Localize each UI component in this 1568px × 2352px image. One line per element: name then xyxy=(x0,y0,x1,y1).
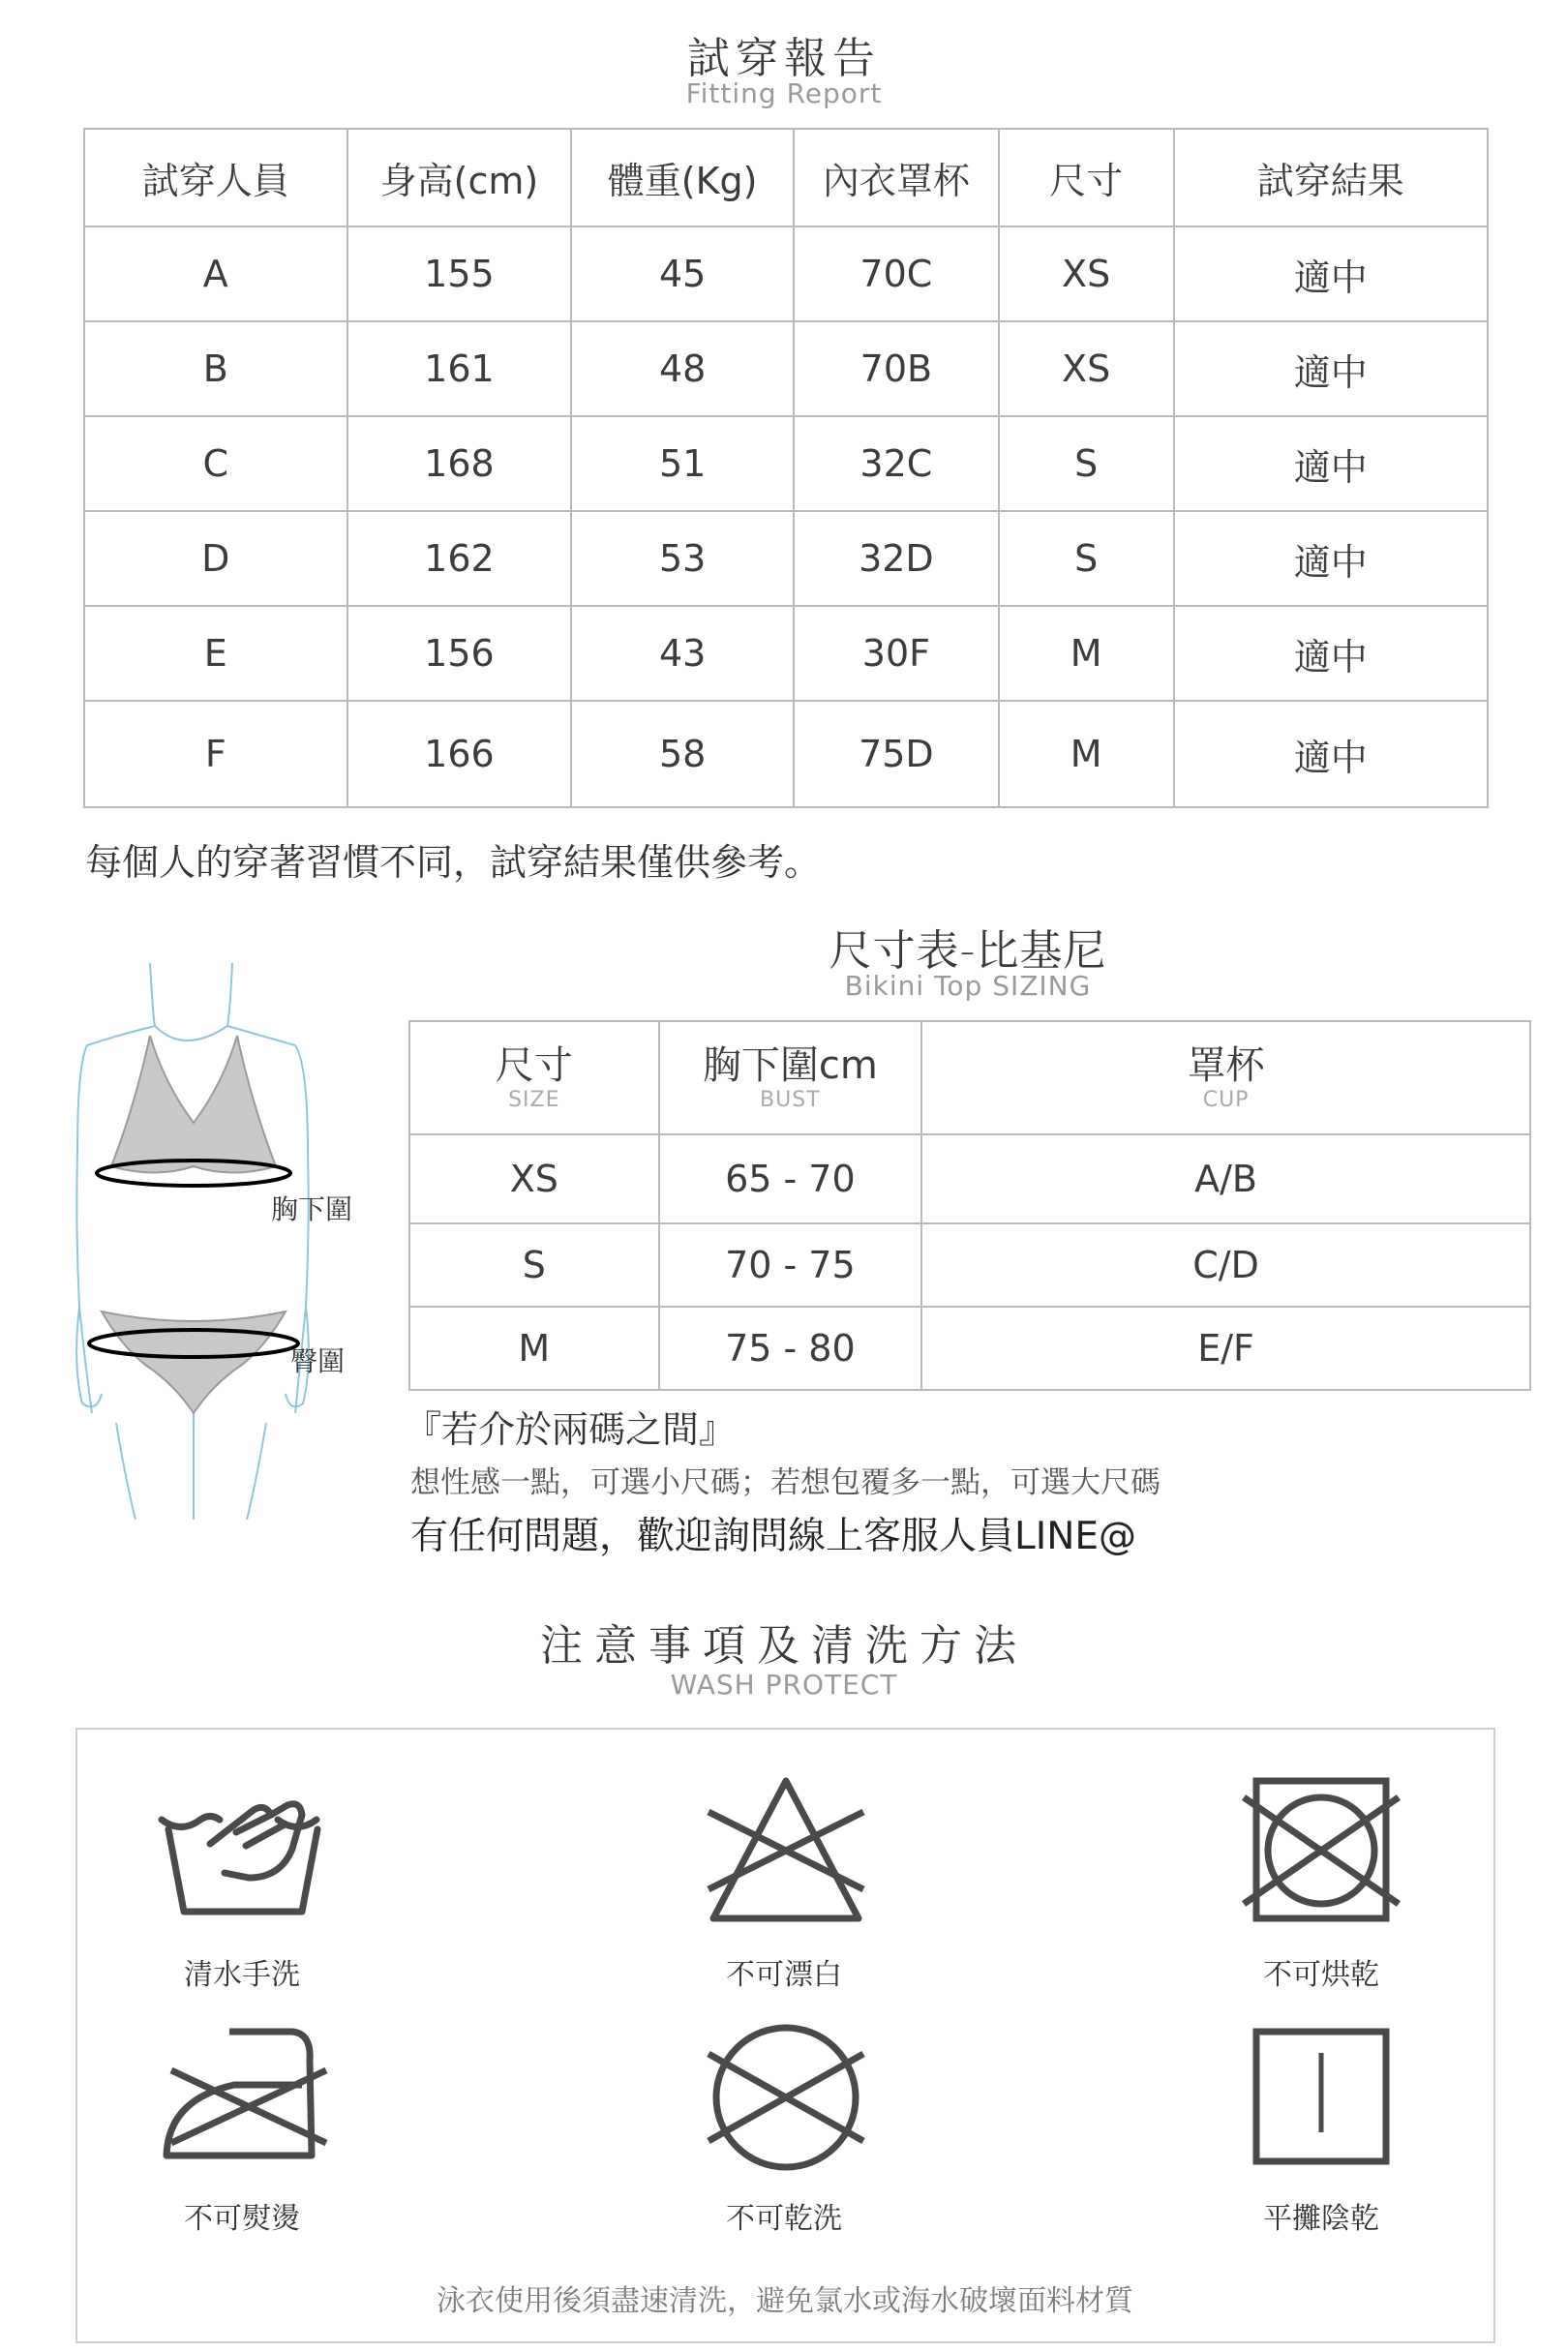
table-row xyxy=(84,226,1488,321)
table-cell: 162 xyxy=(347,511,572,606)
table-cell: 適中 xyxy=(1174,226,1489,321)
table-cell: 168 xyxy=(347,416,572,511)
table-cell: 45 xyxy=(571,226,794,321)
no-bleach-icon xyxy=(699,1773,873,1928)
table-cell: A xyxy=(84,226,347,321)
body-figure-illustration xyxy=(58,958,377,1520)
table-cell: M xyxy=(999,701,1174,807)
table-cell: C xyxy=(84,416,347,511)
table-cell: XS xyxy=(999,321,1174,416)
no-dry-clean-icon xyxy=(699,2020,873,2175)
table-cell: 75 - 80 xyxy=(659,1307,922,1390)
table-cell: E/F xyxy=(921,1307,1530,1390)
table-cell: 43 xyxy=(571,606,794,701)
header-cup-zh: 罩杯 xyxy=(1187,1043,1265,1088)
table-row xyxy=(409,1134,1530,1223)
hand-wash-icon xyxy=(157,1776,326,1921)
table-cell: 32D xyxy=(794,511,999,606)
header-result: 試穿結果 xyxy=(1174,129,1489,226)
header-cup xyxy=(921,1021,1530,1134)
sizing-title: 尺寸表-比基尼 xyxy=(829,926,1107,976)
between-sizes-text: 想性感一點，可選小尺碼；若想包覆多一點，可選大尺碼 xyxy=(410,1465,1161,1500)
table-row xyxy=(84,606,1488,701)
table-cell: B xyxy=(84,321,347,416)
table-cell: M xyxy=(409,1307,659,1390)
table-cell: S xyxy=(999,416,1174,511)
fitting-title: 試穿報告 xyxy=(687,34,881,83)
underbust-label: 胸下圍 xyxy=(271,1193,353,1225)
table-cell: S xyxy=(999,511,1174,606)
header-bust-en: BUST xyxy=(760,1088,821,1112)
table-row xyxy=(84,701,1488,807)
table-cell: XS xyxy=(409,1134,659,1223)
no-tumble-dry-label: 不可烘乾 xyxy=(1263,1958,1379,1992)
header-height: 身高(cm) xyxy=(347,129,572,226)
table-cell: E xyxy=(84,606,347,701)
table-cell: 75D xyxy=(794,701,999,807)
table-cell: 70 - 75 xyxy=(659,1223,922,1307)
header-bust xyxy=(659,1021,922,1134)
table-cell: XS xyxy=(999,226,1174,321)
table-row xyxy=(84,416,1488,511)
header-bra-cup: 內衣罩杯 xyxy=(794,129,999,226)
no-bleach-label: 不可漂白 xyxy=(726,1958,842,1992)
table-cell: 155 xyxy=(347,226,572,321)
fitting-subtitle: Fitting Report xyxy=(685,77,883,109)
table-cell: 70C xyxy=(794,226,999,321)
table-header-row xyxy=(84,129,1488,226)
table-cell: 適中 xyxy=(1174,701,1489,807)
header-size: 尺寸 xyxy=(999,129,1174,226)
table-cell: 166 xyxy=(347,701,572,807)
table-header-row xyxy=(409,1021,1530,1134)
table-cell: C/D xyxy=(921,1223,1530,1307)
fitting-table xyxy=(83,128,1489,808)
contact-text: 有任何問題，歡迎詢問線上客服人員LINE@ xyxy=(410,1515,1137,1558)
table-cell: S xyxy=(409,1223,659,1307)
wash-footer-note: 泳衣使用後須盡速清洗，避免氯水或海水破壞面料材質 xyxy=(437,2284,1133,2318)
header-weight: 體重(Kg) xyxy=(571,129,794,226)
table-cell: 58 xyxy=(571,701,794,807)
table-cell: 70B xyxy=(794,321,999,416)
wash-title: 注意事項及清洗方法 xyxy=(540,1621,1028,1671)
table-row xyxy=(84,321,1488,416)
wash-subtitle: WASH PROTECT xyxy=(670,1669,898,1701)
header-size-en: SIZE xyxy=(508,1088,560,1112)
dry-flat-shade-icon xyxy=(1249,2024,1394,2169)
no-dry-clean-label: 不可乾洗 xyxy=(726,2202,842,2236)
table-cell: M xyxy=(999,606,1174,701)
table-cell: 161 xyxy=(347,321,572,416)
table-cell: 30F xyxy=(794,606,999,701)
header-tester: 試穿人員 xyxy=(84,129,347,226)
table-cell: 48 xyxy=(571,321,794,416)
table-row xyxy=(84,511,1488,606)
header-size xyxy=(409,1021,659,1134)
dry-flat-shade-label: 平攤陰乾 xyxy=(1263,2202,1379,2236)
table-cell: A/B xyxy=(921,1134,1530,1223)
sizing-table xyxy=(408,1020,1531,1391)
header-bust-zh: 胸下圍cm xyxy=(702,1043,878,1088)
no-iron-label: 不可熨燙 xyxy=(184,2202,300,2236)
table-cell: 適中 xyxy=(1174,416,1489,511)
header-cup-en: CUP xyxy=(1202,1088,1250,1112)
sizing-subtitle: Bikini Top SIZING xyxy=(844,970,1092,1002)
table-cell: 適中 xyxy=(1174,606,1489,701)
table-cell: D xyxy=(84,511,347,606)
header-size-zh: 尺寸 xyxy=(495,1043,573,1088)
no-iron-icon xyxy=(157,2022,331,2167)
table-cell: 適中 xyxy=(1174,511,1489,606)
hip-label: 臀圍 xyxy=(290,1345,346,1377)
table-cell: 53 xyxy=(571,511,794,606)
wash-instructions-panel xyxy=(75,1728,1495,2343)
hand-wash-label: 清水手洗 xyxy=(184,1958,300,1992)
table-cell: 適中 xyxy=(1174,321,1489,416)
table-cell: F xyxy=(84,701,347,807)
table-cell: 32C xyxy=(794,416,999,511)
fitting-note: 每個人的穿著習慣不同，試穿結果僅供參考。 xyxy=(85,841,822,884)
between-sizes-title: 『若介於兩碼之間』 xyxy=(405,1408,737,1451)
table-cell: 65 - 70 xyxy=(659,1134,922,1223)
table-row xyxy=(409,1223,1530,1307)
table-cell: 156 xyxy=(347,606,572,701)
table-cell: 51 xyxy=(571,416,794,511)
table-row xyxy=(409,1307,1530,1390)
no-tumble-dry-icon xyxy=(1239,1773,1403,1928)
